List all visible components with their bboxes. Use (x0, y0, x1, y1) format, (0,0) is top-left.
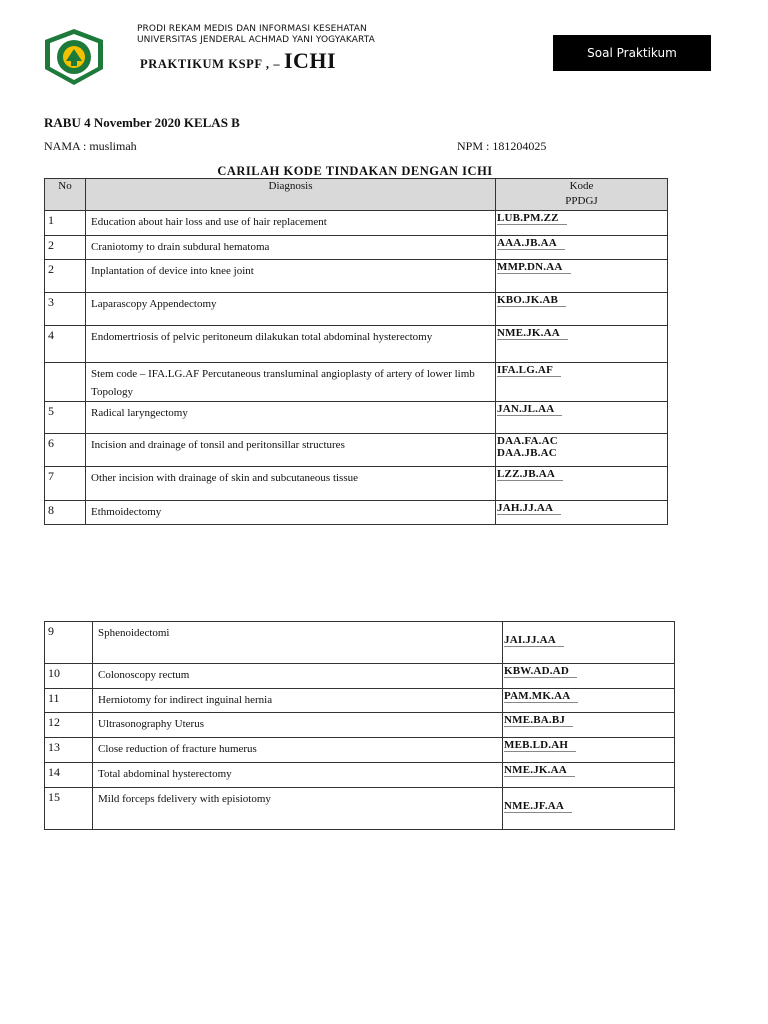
row-diagnosis: Endomertriosis of pelvic peritoneum dilakukan total abdominal hysterectomy (86, 326, 496, 363)
row-diagnosis: Herniotomy for indirect inguinal hernia (93, 689, 503, 713)
title-main: ICHI (283, 48, 337, 73)
row-kode (496, 402, 668, 434)
table-row (45, 622, 675, 664)
code-table-2 (44, 621, 675, 830)
kode-value: NME.JF.AA (504, 800, 572, 813)
table-row (45, 402, 668, 434)
kode-value: KBO.JK.AB (497, 294, 566, 307)
table-row (45, 738, 675, 763)
table-row (45, 689, 675, 713)
row-kode (496, 363, 668, 402)
row-kode (503, 689, 675, 713)
institution-line-1: PRODI REKAM MEDIS DAN INFORMASI KESEHATAN (137, 24, 367, 34)
kode-value: KBW.AD.AD (504, 665, 577, 678)
row-number: 5 (45, 402, 86, 434)
row-kode (496, 326, 668, 363)
row-kode (496, 260, 668, 293)
date-class-line: RABU 4 November 2020 KELAS B (44, 115, 240, 130)
kode-value: DAA.FA.AC (497, 435, 558, 447)
kode-value: JAN.JL.AA (497, 403, 562, 416)
kode-value: IFA.LG.AF (497, 364, 561, 377)
table-row (45, 293, 668, 326)
row-number: 3 (45, 293, 86, 326)
table-header-row (45, 179, 668, 211)
header-kode-line-2: PPDGJ (565, 195, 598, 207)
row-number: 7 (45, 467, 86, 501)
code-table-1 (44, 178, 668, 525)
row-kode (496, 434, 668, 467)
header-kode-line-1: Kode (569, 180, 594, 192)
document-title (140, 48, 336, 74)
row-diagnosis: Laparascopy Appendectomy (86, 293, 496, 326)
row-diagnosis: Colonoscopy rectum (93, 664, 503, 689)
row-number: 4 (45, 326, 86, 363)
row-kode (496, 293, 668, 326)
row-number: 6 (45, 434, 86, 467)
student-name: NAMA : muslimah (44, 139, 137, 153)
kode-value: NME.BA.BJ (504, 714, 573, 727)
table-row (45, 501, 668, 525)
row-kode (496, 236, 668, 260)
kode-value: NME.JK.AA (497, 327, 568, 340)
row-number (45, 363, 86, 402)
kode-value: MMP.DN.AA (497, 261, 571, 274)
institution-line-2: UNIVERSITAS JENDERAL ACHMAD YANI YOGYAKARTA (137, 35, 375, 45)
row-number: 9 (45, 622, 93, 664)
table-row (45, 713, 675, 738)
kode-value: JAH.JJ.AA (497, 502, 561, 515)
row-diagnosis: Ethmoidectomy (86, 501, 496, 525)
row-kode (503, 788, 675, 830)
table-row (45, 236, 668, 260)
kode-value: MEB.LD.AH (504, 739, 576, 752)
row-kode (496, 467, 668, 501)
row-diagnosis: Ultrasonography Uterus (93, 713, 503, 738)
row-number: 14 (45, 763, 93, 788)
row-diagnosis: Sphenoidectomi (93, 622, 503, 664)
soal-praktikum-badge: Soal Praktikum (553, 35, 711, 71)
row-number: 13 (45, 738, 93, 763)
title-prefix: PRAKTIKUM KSPF , – (140, 57, 281, 71)
student-npm: NPM : 181204025 (457, 139, 547, 153)
kode-value: LUB.PM.ZZ (497, 212, 567, 225)
header-diagnosis: Diagnosis (86, 179, 496, 211)
table-row (45, 664, 675, 689)
row-kode (503, 713, 675, 738)
row-kode (496, 211, 668, 236)
table-row (45, 363, 668, 402)
row-number: 2 (45, 260, 86, 293)
kode-value: JAI.JJ.AA (504, 634, 564, 647)
row-diagnosis: Education about hair loss and use of hair replacement (86, 211, 496, 236)
row-number: 12 (45, 713, 93, 738)
row-number: 15 (45, 788, 93, 830)
row-diagnosis: Incision and drainage of tonsil and peritonsillar structures (86, 434, 496, 467)
row-diagnosis: Radical laryngectomy (86, 402, 496, 434)
kode-value: PAM.MK.AA (504, 690, 578, 703)
row-number: 2 (45, 236, 86, 260)
university-logo-icon (42, 27, 106, 87)
row-diagnosis: Inplantation of device into knee joint (86, 260, 496, 293)
row-kode (503, 622, 675, 664)
kode-value: AAA.JB.AA (497, 237, 565, 250)
table-row (45, 434, 668, 467)
kode-value-2: DAA.JB.AC (497, 447, 557, 459)
header-no: No (45, 179, 86, 211)
table-row (45, 788, 675, 830)
table-row (45, 763, 675, 788)
table-row (45, 467, 668, 501)
table-row (45, 326, 668, 363)
row-diagnosis: Close reduction of fracture humerus (93, 738, 503, 763)
row-number: 1 (45, 211, 86, 236)
row-diagnosis: Other incision with drainage of skin and subcutaneous tissue (86, 467, 496, 501)
row-diagnosis: Stem code – IFA.LG.AF Percutaneous transluminal angioplasty of artery of lower limb Topology (86, 363, 496, 402)
row-diagnosis: Mild forceps fdelivery with episiotomy (93, 788, 503, 830)
kode-value: LZZ.JB.AA (497, 468, 563, 481)
row-kode (496, 501, 668, 525)
row-number: 10 (45, 664, 93, 689)
row-number: 11 (45, 689, 93, 713)
task-heading: CARILAH KODE TINDAKAN DENGAN ICHI (217, 164, 493, 178)
row-kode (503, 763, 675, 788)
table-row (45, 211, 668, 236)
row-kode (503, 738, 675, 763)
row-kode (503, 664, 675, 689)
row-diagnosis: Total abdominal hysterectomy (93, 763, 503, 788)
kode-value: NME.JK.AA (504, 764, 575, 777)
row-diagnosis: Craniotomy to drain subdural hematoma (86, 236, 496, 260)
row-number: 8 (45, 501, 86, 525)
institution-name (137, 24, 375, 46)
table-row (45, 260, 668, 293)
header-kode (496, 179, 668, 211)
